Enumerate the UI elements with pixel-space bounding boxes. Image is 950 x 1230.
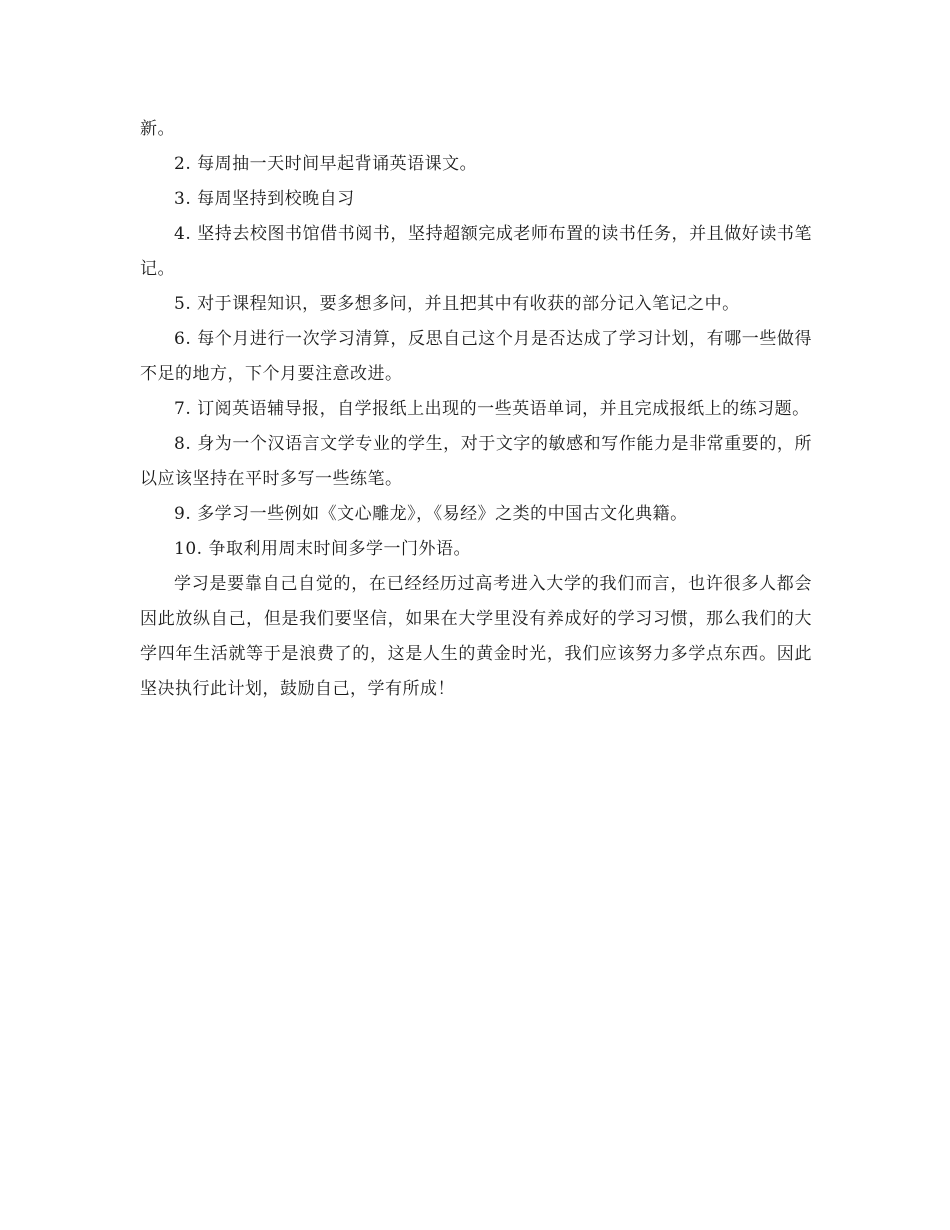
plan-item-2: 2. 每周抽一天时间早起背诵英语课文。: [174, 154, 478, 174]
closing-paragraph: 学习是要靠自己自觉的，在已经经历过高考进入大学的我们而言，也许很多人都会因此放纵自己，但是我们要坚信，如果在大学里没有养成好的学习习惯，那么我们的大学四年生活就等于是浪费了的，这是人生的黄金时光，我们应该努力多学点东西。因此坚决执行此计划，鼓励自己，学有所成！: [140, 574, 812, 699]
plan-item-3: 3. 每周坚持到校晚自习: [174, 189, 355, 209]
plan-item-6: 6. 每个月进行一次学习清算，反思自己这个月是否达成了学习计划，有哪一些做得不足的地方，下个月要注意改进。: [140, 329, 812, 384]
plan-item-8: 8. 身为一个汉语言文学专业的学生，对于文字的敏感和写作能力是非常重要的，所以应该坚持在平时多写一些练笔。: [140, 434, 812, 489]
plan-item-4: 4. 坚持去校图书馆借书阅书，坚持超额完成老师布置的读书任务，并且做好读书笔记。: [140, 224, 812, 279]
paragraph-continuation: 新。: [140, 119, 175, 139]
plan-item-7: 7. 订阅英语辅导报，自学报纸上出现的一些英语单词，并且完成报纸上的练习题。: [174, 399, 810, 419]
plan-item-10: 10. 争取利用周末时间多学一门外语。: [174, 539, 471, 559]
document-body: [140, 112, 812, 707]
plan-item-5: 5. 对于课程知识，要多想多问，并且把其中有收获的部分记入笔记之中。: [174, 294, 740, 314]
plan-item-9: 9. 多学习一些例如《文心雕龙》，《易经》之类的中国古文化典籍。: [174, 504, 688, 524]
